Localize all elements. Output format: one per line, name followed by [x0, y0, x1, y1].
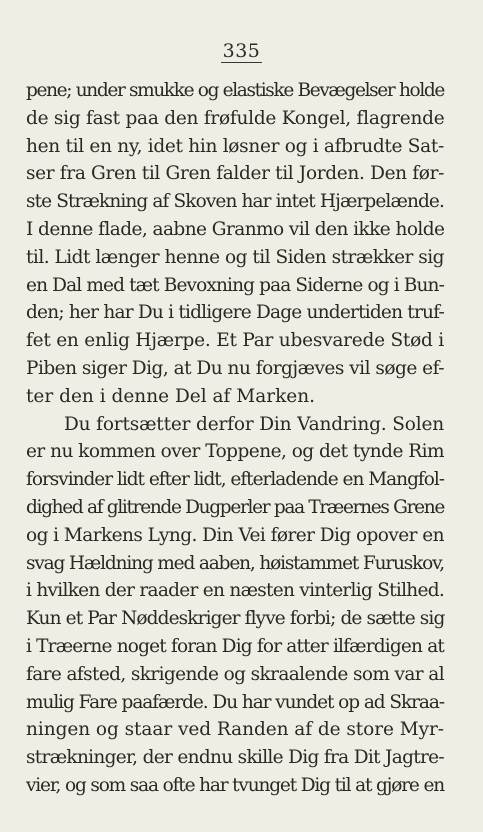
body-text [26, 77, 444, 800]
text-line: den; her har Du i tidligere Dage undertiden truf- [26, 302, 444, 324]
text-line: Piben siger Dig, at Du nu forgjæves vil søge ef- [26, 357, 445, 379]
paragraph-end-line: ter den i denne Del af Marken. [26, 385, 316, 407]
text-line: og i Markens Lyng. Din Vei fører Dig opover en [26, 524, 444, 546]
text-line: pene; under smukke og elastiske Bevægelser holde [26, 80, 444, 101]
text-line: til. Lidt længer henne og til Siden strækker sig [26, 246, 445, 268]
text-line: I denne flade, aabne Granmo vil den ikke holde [26, 218, 445, 240]
text-line: mulig Fare paafærde. Du har vundet op ad Skraa- [26, 691, 445, 713]
text-line: forsvinder lidt efter lidt, efterladende en Mangfol- [26, 469, 444, 491]
text-line: en Dal med tæt Bevoxning paa Siderne og i Bun- [26, 274, 444, 296]
text-line: fet en enlig Hjærpe. Et Par ubesvarede Stød i [26, 330, 444, 352]
text-line: er nu kommen over Toppene, og det tynde Rim [26, 441, 444, 463]
text-line: Kun et Par Nøddeskriger flyve forbi; de sætte sig [26, 608, 445, 630]
text-line: strækninger, der endnu skille Dig fra Dit Jagtre- [26, 747, 444, 769]
text-line: i Træerne noget foran Dig for atter ilfærdigen at [26, 635, 445, 657]
text-line: i hvilken der raader en næsten vinterlig Stilhed. [26, 580, 445, 602]
page-number-text: 335 [222, 40, 261, 62]
text-line: ste Strækning af Skoven har intet Hjærpelænde. [26, 191, 444, 213]
text-line: ser fra Gren til Gren falder til Jorden. Den før- [26, 163, 445, 185]
text-line: fare afsted, skrigende og skraalende som var al [26, 663, 445, 685]
paragraph-start-line: Du fortsætter derfor Din Vandring. Solen [64, 413, 445, 435]
text-line: hen til en ny, idet hin løsner og i afbrudte Sat- [26, 135, 444, 157]
text-line: de sig fast paa den frøfulde Kongel, flagrende [26, 107, 445, 129]
text-line: svag Hældning med aaben, høistammet Furuskov, [26, 552, 444, 574]
text-line: vier, og som saa ofte har tvunget Dig til at gjøre en [26, 774, 444, 796]
text-line: ningen og staar ved Randen af de store Myr- [26, 719, 444, 741]
page-number [0, 40, 483, 63]
text-line: dighed af glitrende Dugperler paa Træernes Grene [26, 496, 444, 518]
